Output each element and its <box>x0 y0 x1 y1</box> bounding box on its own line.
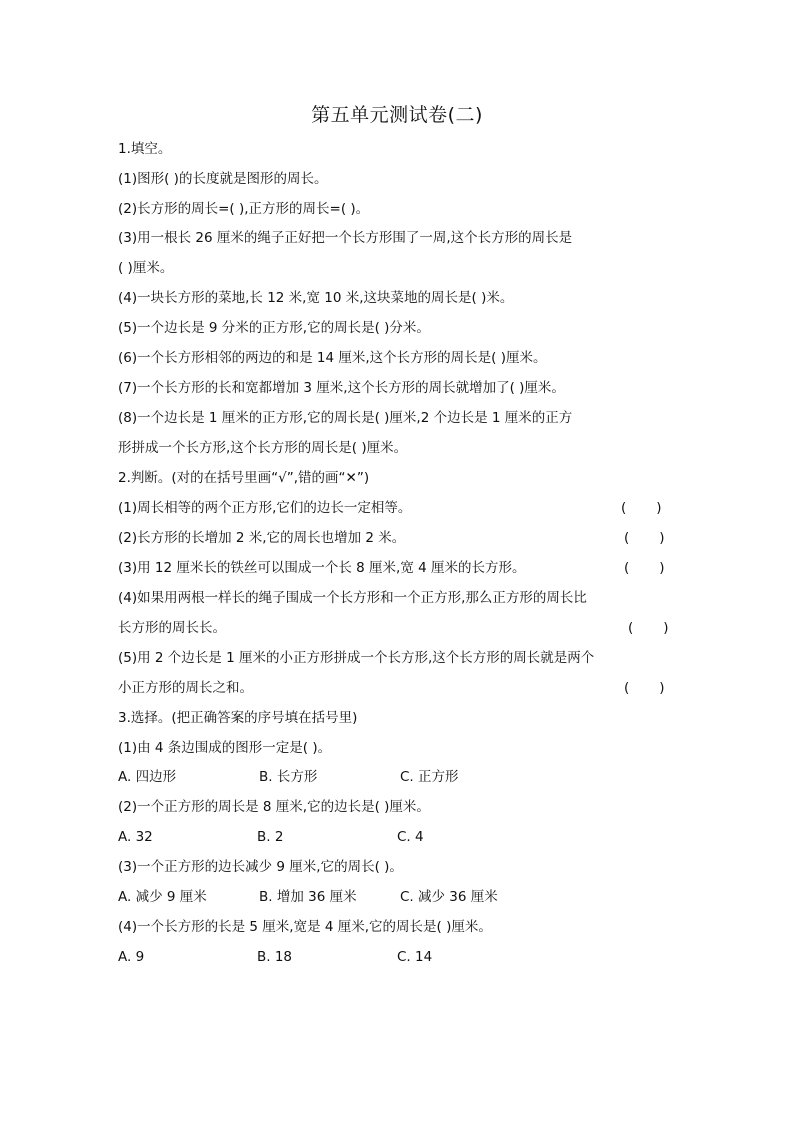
page-title: 第五单元测试卷(二) <box>311 104 483 126</box>
judge-q3: (3)用 12 厘米长的铁丝可以围成一个长 8 厘米,宽 4 厘米的长方形。 <box>118 560 526 576</box>
judge-q4-cont: 长方形的周长长。 <box>118 620 226 636</box>
choice-q3-option-c: C. 减少 36 厘米 <box>400 889 498 905</box>
fill-q4: (4)一块长方形的菜地,长 12 米,宽 10 米,这块菜地的周长是( )米。 <box>118 290 514 306</box>
choice-q1-option-b: B. 长方形 <box>259 769 318 785</box>
choice-q2: (2)一个正方形的周长是 8 厘米,它的边长是( )厘米。 <box>118 799 430 815</box>
choice-q2-option-b: B. 2 <box>257 829 284 845</box>
judge-q1-answer-blank[interactable]: ( ) <box>621 500 662 516</box>
judge-q1: (1)周长相等的两个正方形,它们的边长一定相等。 <box>118 500 412 516</box>
judge-q4-answer-blank[interactable]: ( ) <box>628 620 669 636</box>
fill-q8-cont: 形拼成一个长方形,这个长方形的周长是( )厘米。 <box>118 440 408 456</box>
section2-heading: 2.判断。(对的在括号里画“√”,错的画“✕”) <box>118 470 370 486</box>
choice-q1-option-c: C. 正方形 <box>400 769 459 785</box>
fill-q6: (6)一个长方形相邻的两边的和是 14 厘米,这个长方形的周长是( )厘米。 <box>118 350 547 366</box>
choice-q1: (1)由 4 条边围成的图形一定是( )。 <box>118 740 332 756</box>
fill-q7: (7)一个长方形的长和宽都增加 3 厘米,这个长方形的周长就增加了( )厘米。 <box>118 380 565 396</box>
fill-q8: (8)一个边长是 1 厘米的正方形,它的周长是( )厘米,2 个边长是 1 厘米的正方 <box>118 410 573 426</box>
judge-q4: (4)如果用两根一样长的绳子围成一个长方形和一个正方形,那么正方形的周长比 <box>118 590 587 606</box>
judge-q2: (2)长方形的长增加 2 米,它的周长也增加 2 米。 <box>118 530 406 546</box>
choice-q4-option-c: C. 14 <box>397 949 433 965</box>
choice-q4: (4)一个长方形的长是 5 厘米,宽是 4 厘米,它的周长是( )厘米。 <box>118 919 492 935</box>
choice-q1-option-a: A. 四边形 <box>118 769 177 785</box>
judge-q5-cont: 小正方形的周长之和。 <box>118 680 253 696</box>
choice-q3: (3)一个正方形的边长减少 9 厘米,它的周长( )。 <box>118 859 403 875</box>
choice-q3-option-a: A. 减少 9 厘米 <box>118 889 207 905</box>
choice-q4-option-a: A. 9 <box>118 949 145 965</box>
choice-q4-option-b: B. 18 <box>257 949 293 965</box>
fill-q3: (3)用一根长 26 厘米的绳子正好把一个长方形围了一周,这个长方形的周长是 <box>118 230 573 246</box>
judge-q2-answer-blank[interactable]: ( ) <box>624 530 665 546</box>
choice-q2-option-c: C. 4 <box>397 829 424 845</box>
judge-q3-answer-blank[interactable]: ( ) <box>624 560 665 576</box>
fill-q2: (2)长方形的周长=( ),正方形的周长=( )。 <box>118 201 370 217</box>
judge-q5-answer-blank[interactable]: ( ) <box>624 680 665 696</box>
fill-q5: (5)一个边长是 9 分米的正方形,它的周长是( )分米。 <box>118 320 430 336</box>
section3-heading: 3.选择。(把正确答案的序号填在括号里) <box>118 710 358 726</box>
fill-q1: (1)图形( )的长度就是图形的周长。 <box>118 171 328 187</box>
section1-heading: 1.填空。 <box>118 141 172 157</box>
choice-q3-option-b: B. 增加 36 厘米 <box>259 889 357 905</box>
judge-q5: (5)用 2 个边长是 1 厘米的小正方形拼成一个长方形,这个长方形的周长就是两个 <box>118 650 595 666</box>
fill-q3-cont: ( )厘米。 <box>118 260 174 276</box>
choice-q2-option-a: A. 32 <box>118 829 153 845</box>
